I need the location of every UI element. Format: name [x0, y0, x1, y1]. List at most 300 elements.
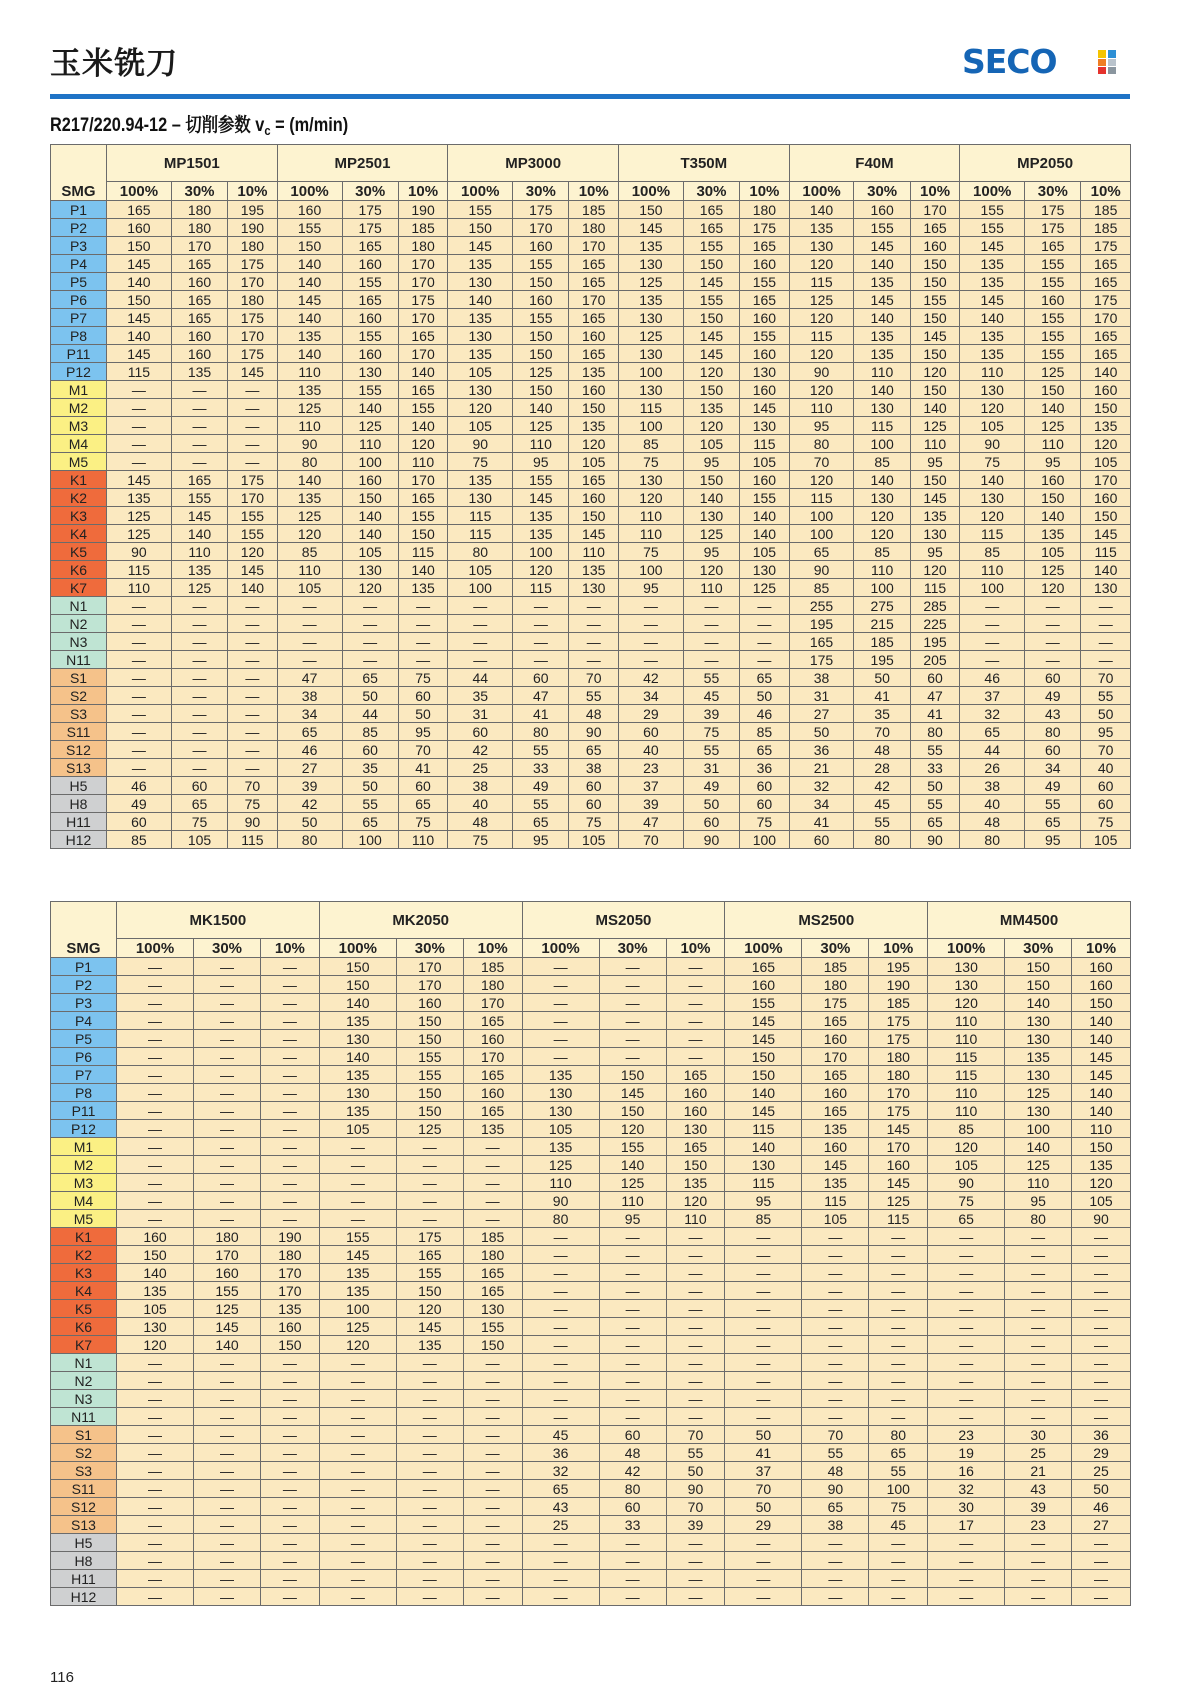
value-cell: — [117, 1480, 194, 1498]
value-cell: 155 [342, 327, 398, 345]
value-cell: 160 [107, 219, 172, 237]
smg-cell: M5 [51, 1210, 117, 1228]
value-cell: 175 [789, 651, 854, 669]
smg-cell: H12 [51, 1588, 117, 1606]
value-cell: — [463, 1570, 522, 1588]
value-cell: 50 [398, 705, 448, 723]
value-cell: 120 [228, 543, 278, 561]
value-cell: 110 [910, 435, 960, 453]
value-cell: — [513, 651, 569, 669]
value-cell: — [228, 435, 278, 453]
percent-header: 100% [319, 939, 396, 958]
value-cell: 65 [398, 795, 448, 813]
smg-cell: M2 [51, 1156, 117, 1174]
percent-header: 30% [683, 182, 739, 201]
value-cell: 165 [398, 489, 448, 507]
value-cell: 155 [342, 381, 398, 399]
value-cell: 65 [789, 543, 854, 561]
value-cell: — [463, 1498, 522, 1516]
value-cell: — [171, 651, 227, 669]
value-cell: 175 [869, 1012, 928, 1030]
value-cell: 185 [1081, 201, 1131, 219]
percent-header: 10% [910, 182, 960, 201]
value-cell: 130 [960, 489, 1025, 507]
value-cell: — [928, 1552, 1005, 1570]
value-cell: — [1005, 1372, 1072, 1390]
value-cell: — [1072, 1534, 1131, 1552]
value-cell: 155 [194, 1282, 261, 1300]
value-cell: 46 [277, 741, 342, 759]
value-cell: 150 [396, 1102, 463, 1120]
value-cell: 140 [1081, 561, 1131, 579]
value-cell: — [666, 1246, 725, 1264]
value-cell: — [117, 1084, 194, 1102]
value-cell: 85 [789, 579, 854, 597]
value-cell: 145 [569, 525, 619, 543]
value-cell: 48 [569, 705, 619, 723]
value-cell: — [1005, 1354, 1072, 1372]
value-cell: — [1072, 1372, 1131, 1390]
value-cell: — [463, 1156, 522, 1174]
grade-header: MK2050 [319, 902, 522, 939]
value-cell: — [599, 1408, 666, 1426]
value-cell: 60 [683, 813, 739, 831]
table-row [51, 525, 1131, 543]
value-cell: — [725, 1390, 802, 1408]
value-cell: — [194, 1012, 261, 1030]
value-cell: 75 [869, 1498, 928, 1516]
value-cell: 65 [928, 1210, 1005, 1228]
value-cell: — [1072, 1228, 1131, 1246]
smg-cell: P1 [51, 201, 107, 219]
value-cell: — [522, 1318, 599, 1336]
value-cell: 130 [569, 579, 619, 597]
value-cell: 80 [1025, 723, 1081, 741]
value-cell: 115 [448, 507, 513, 525]
value-cell: 105 [1025, 543, 1081, 561]
value-cell: 25 [448, 759, 513, 777]
value-cell: 41 [910, 705, 960, 723]
value-cell: 160 [171, 327, 227, 345]
value-cell: 170 [194, 1246, 261, 1264]
value-cell: — [802, 1264, 869, 1282]
value-cell: — [319, 1570, 396, 1588]
value-cell: 125 [277, 507, 342, 525]
smg-cell: K7 [51, 579, 107, 597]
percent-header: 30% [854, 182, 910, 201]
value-cell: 110 [928, 1102, 1005, 1120]
value-cell: — [666, 994, 725, 1012]
value-cell: — [319, 1552, 396, 1570]
value-cell: 125 [740, 579, 790, 597]
smg-cell: K2 [51, 489, 107, 507]
value-cell: — [666, 1354, 725, 1372]
table-row [51, 417, 1131, 435]
value-cell: — [396, 1192, 463, 1210]
value-cell: 115 [398, 543, 448, 561]
value-cell: 110 [522, 1174, 599, 1192]
value-cell: 43 [1025, 705, 1081, 723]
value-cell: 145 [725, 1102, 802, 1120]
value-cell: 205 [910, 651, 960, 669]
value-cell: 160 [513, 291, 569, 309]
value-cell: — [960, 633, 1025, 651]
value-cell: 65 [960, 723, 1025, 741]
smg-cell: P7 [51, 1066, 117, 1084]
value-cell: — [513, 597, 569, 615]
table-row [51, 1534, 1131, 1552]
value-cell: 160 [396, 994, 463, 1012]
smg-cell: H5 [51, 777, 107, 795]
value-cell: 135 [319, 1264, 396, 1282]
percent-header: 10% [666, 939, 725, 958]
value-cell: — [228, 669, 278, 687]
value-cell: 165 [569, 273, 619, 291]
value-cell: 115 [960, 525, 1025, 543]
value-cell: 145 [910, 327, 960, 345]
table-row [51, 831, 1131, 849]
value-cell: 130 [928, 958, 1005, 976]
value-cell: 170 [228, 273, 278, 291]
smg-cell: P3 [51, 994, 117, 1012]
value-cell: — [618, 597, 683, 615]
value-cell: — [448, 615, 513, 633]
value-cell: 40 [960, 795, 1025, 813]
value-cell: — [1072, 1264, 1131, 1282]
value-cell: 155 [396, 1264, 463, 1282]
smg-cell: P3 [51, 237, 107, 255]
value-cell: 60 [1081, 777, 1131, 795]
table-row [51, 705, 1131, 723]
subtitle-end: = (m/min) [270, 115, 349, 136]
value-cell: 150 [725, 1048, 802, 1066]
value-cell: 140 [342, 525, 398, 543]
value-cell: 85 [854, 453, 910, 471]
smg-cell: K3 [51, 1264, 117, 1282]
value-cell: 135 [960, 345, 1025, 363]
percent-header: 30% [599, 939, 666, 958]
value-cell: 110 [928, 1012, 1005, 1030]
value-cell: 135 [171, 561, 227, 579]
percent-header: 10% [1081, 182, 1131, 201]
value-cell: — [260, 1480, 319, 1498]
value-cell: 65 [522, 1480, 599, 1498]
value-cell: 145 [725, 1012, 802, 1030]
table-row [51, 435, 1131, 453]
value-cell: 160 [740, 345, 790, 363]
value-cell: — [725, 1246, 802, 1264]
value-cell: — [260, 994, 319, 1012]
value-cell: 160 [342, 255, 398, 273]
value-cell: — [1072, 1390, 1131, 1408]
value-cell: 160 [666, 1102, 725, 1120]
value-cell: — [522, 1246, 599, 1264]
value-cell: — [107, 399, 172, 417]
value-cell: 170 [228, 489, 278, 507]
value-cell: 46 [960, 669, 1025, 687]
value-cell: 43 [522, 1498, 599, 1516]
value-cell: 125 [1005, 1156, 1072, 1174]
smg-cell: P5 [51, 273, 107, 291]
value-cell: 60 [107, 813, 172, 831]
value-cell: 150 [398, 525, 448, 543]
value-cell: 145 [725, 1030, 802, 1048]
value-cell: 120 [854, 525, 910, 543]
value-cell: 45 [854, 795, 910, 813]
value-cell: 165 [569, 309, 619, 327]
value-cell: — [463, 1138, 522, 1156]
value-cell: 135 [522, 1138, 599, 1156]
value-cell: — [260, 1192, 319, 1210]
value-cell: 80 [277, 831, 342, 849]
value-cell: 160 [1025, 291, 1081, 309]
percent-header: 100% [725, 939, 802, 958]
value-cell: 170 [910, 201, 960, 219]
value-cell: — [117, 1444, 194, 1462]
value-cell: 170 [869, 1138, 928, 1156]
value-cell: 180 [260, 1246, 319, 1264]
value-cell: 170 [171, 237, 227, 255]
value-cell: 165 [740, 291, 790, 309]
value-cell: — [107, 417, 172, 435]
smg-cell: S11 [51, 1480, 117, 1498]
value-cell: — [463, 1192, 522, 1210]
value-cell: — [107, 669, 172, 687]
value-cell: 16 [928, 1462, 1005, 1480]
value-cell: 105 [319, 1120, 396, 1138]
value-cell: 160 [171, 345, 227, 363]
smg-cell: P2 [51, 976, 117, 994]
smg-cell: N2 [51, 615, 107, 633]
value-cell: 75 [448, 831, 513, 849]
value-cell: 135 [277, 489, 342, 507]
value-cell: 110 [342, 435, 398, 453]
value-cell: — [228, 687, 278, 705]
value-cell: 130 [1005, 1030, 1072, 1048]
value-cell: 130 [1005, 1066, 1072, 1084]
value-cell: 115 [448, 525, 513, 543]
value-cell: 95 [1025, 453, 1081, 471]
value-cell: 165 [398, 327, 448, 345]
value-cell: 150 [107, 291, 172, 309]
value-cell: — [1081, 633, 1131, 651]
value-cell: — [319, 1516, 396, 1534]
value-cell: — [802, 1282, 869, 1300]
value-cell: — [599, 1300, 666, 1318]
value-cell: 175 [228, 255, 278, 273]
page-title: 玉米铣刀 [50, 46, 178, 82]
smg-cell: K4 [51, 1282, 117, 1300]
smg-cell: K1 [51, 1228, 117, 1246]
value-cell: — [666, 1318, 725, 1336]
value-cell: — [194, 958, 261, 976]
value-cell: 120 [569, 435, 619, 453]
value-cell: 155 [513, 471, 569, 489]
value-cell: 175 [1081, 237, 1131, 255]
percent-header: 10% [740, 182, 790, 201]
value-cell: 130 [618, 309, 683, 327]
value-cell: 165 [463, 1102, 522, 1120]
value-cell: 115 [854, 417, 910, 435]
value-cell: 150 [599, 1066, 666, 1084]
value-cell: 125 [1025, 363, 1081, 381]
value-cell: — [194, 1156, 261, 1174]
value-cell: 160 [1025, 471, 1081, 489]
value-cell: 150 [910, 471, 960, 489]
smg-cell: S1 [51, 1426, 117, 1444]
value-cell: — [666, 1012, 725, 1030]
value-cell: 60 [398, 777, 448, 795]
value-cell: 155 [463, 1318, 522, 1336]
smg-cell: H12 [51, 831, 107, 849]
smg-header: SMG [51, 145, 107, 201]
value-cell: 95 [683, 453, 739, 471]
value-cell: 115 [725, 1120, 802, 1138]
value-cell: — [107, 381, 172, 399]
value-cell: — [117, 1390, 194, 1408]
value-cell: 75 [171, 813, 227, 831]
value-cell: 105 [960, 417, 1025, 435]
table-row [51, 687, 1131, 705]
value-cell: — [194, 1120, 261, 1138]
value-cell: 190 [228, 219, 278, 237]
value-cell: 170 [463, 1048, 522, 1066]
value-cell: 120 [854, 507, 910, 525]
value-cell: 130 [618, 381, 683, 399]
value-cell: 175 [740, 219, 790, 237]
value-cell: 140 [1005, 1138, 1072, 1156]
value-cell: 160 [666, 1084, 725, 1102]
value-cell: 125 [513, 363, 569, 381]
value-cell: 185 [463, 1228, 522, 1246]
value-cell: 34 [277, 705, 342, 723]
value-cell: 115 [740, 435, 790, 453]
value-cell: 90 [107, 543, 172, 561]
value-cell: 150 [910, 255, 960, 273]
value-cell: 170 [463, 994, 522, 1012]
value-cell: 135 [319, 1066, 396, 1084]
value-cell: — [463, 1444, 522, 1462]
value-cell: 80 [789, 435, 854, 453]
value-cell: 160 [854, 201, 910, 219]
value-cell: 170 [396, 976, 463, 994]
value-cell: — [1005, 1390, 1072, 1408]
value-cell: — [740, 651, 790, 669]
value-cell: — [928, 1282, 1005, 1300]
value-cell: 75 [683, 723, 739, 741]
value-cell: 150 [1072, 1138, 1131, 1156]
value-cell: — [260, 1102, 319, 1120]
value-cell: 115 [802, 1192, 869, 1210]
value-cell: 150 [683, 309, 739, 327]
value-cell: 190 [869, 976, 928, 994]
value-cell: 180 [228, 237, 278, 255]
value-cell: 120 [910, 561, 960, 579]
value-cell: 125 [107, 507, 172, 525]
value-cell: 140 [398, 363, 448, 381]
value-cell: — [107, 723, 172, 741]
value-cell: 150 [448, 219, 513, 237]
value-cell: — [1025, 651, 1081, 669]
value-cell: — [171, 435, 227, 453]
value-cell: 150 [513, 345, 569, 363]
value-cell: 180 [171, 201, 227, 219]
value-cell: — [618, 651, 683, 669]
value-cell: — [194, 976, 261, 994]
value-cell: — [228, 615, 278, 633]
value-cell: — [342, 597, 398, 615]
value-cell: — [802, 1300, 869, 1318]
value-cell: 155 [396, 1066, 463, 1084]
value-cell: — [1005, 1318, 1072, 1336]
value-cell: 160 [740, 381, 790, 399]
value-cell: — [117, 1030, 194, 1048]
value-cell: — [396, 1156, 463, 1174]
value-cell: 26 [960, 759, 1025, 777]
value-cell: — [396, 1390, 463, 1408]
value-cell: 120 [396, 1300, 463, 1318]
value-cell: 75 [1081, 813, 1131, 831]
value-cell: 150 [683, 381, 739, 399]
value-cell: 165 [802, 1012, 869, 1030]
value-cell: 39 [277, 777, 342, 795]
value-cell: 120 [789, 471, 854, 489]
value-cell: — [666, 1228, 725, 1246]
value-cell: 95 [513, 453, 569, 471]
value-cell: 65 [277, 723, 342, 741]
value-cell: 95 [513, 831, 569, 849]
value-cell: 70 [228, 777, 278, 795]
table-row [51, 561, 1131, 579]
value-cell: 27 [1072, 1516, 1131, 1534]
smg-cell: M4 [51, 435, 107, 453]
value-cell: 170 [398, 345, 448, 363]
value-cell: 215 [854, 615, 910, 633]
value-cell: 120 [342, 579, 398, 597]
value-cell: 100 [448, 579, 513, 597]
value-cell: — [260, 976, 319, 994]
value-cell: 135 [960, 327, 1025, 345]
value-cell: 70 [802, 1426, 869, 1444]
value-cell: — [522, 1012, 599, 1030]
smg-cell: S3 [51, 705, 107, 723]
value-cell: 60 [342, 741, 398, 759]
percent-header: 100% [448, 182, 513, 201]
value-cell: 140 [277, 471, 342, 489]
value-cell: 50 [854, 669, 910, 687]
value-cell: 145 [228, 561, 278, 579]
smg-cell: N11 [51, 1408, 117, 1426]
grade-header: MM4500 [928, 902, 1131, 939]
value-cell: — [666, 1300, 725, 1318]
value-cell: 160 [277, 201, 342, 219]
table-row [51, 273, 1131, 291]
value-cell: 50 [910, 777, 960, 795]
value-cell: 125 [513, 417, 569, 435]
value-cell: 150 [1072, 994, 1131, 1012]
value-cell: 140 [1025, 507, 1081, 525]
value-cell: — [260, 1210, 319, 1228]
value-cell: 50 [1081, 705, 1131, 723]
value-cell: 80 [854, 831, 910, 849]
value-cell: 110 [569, 543, 619, 561]
smg-cell: N11 [51, 651, 107, 669]
value-cell: — [117, 994, 194, 1012]
value-cell: — [666, 1588, 725, 1606]
value-cell: 160 [513, 237, 569, 255]
value-cell: — [569, 615, 619, 633]
value-cell: 135 [448, 255, 513, 273]
